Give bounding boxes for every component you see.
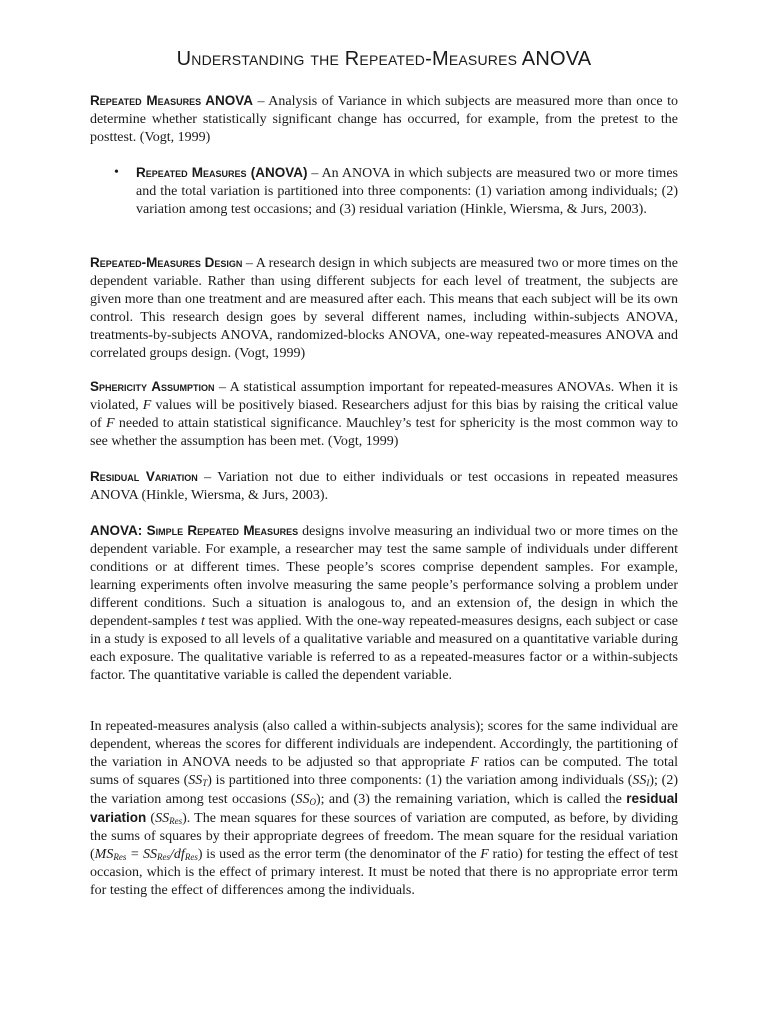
paragraph-text: In repeated-measures analysis (also called a within-subjects analysis); scores for the same individual are dependent, whereas the scores for different individuals are independent. Accordingly, the partitioning of the variation in ANOVA needs to be adjusted so that appropriate — [90, 719, 678, 770]
paragraph-text: values will be positively biased. Researchers adjust for this bias by raising the critical value of — [90, 398, 678, 431]
paragraph-residual-variation — [90, 468, 678, 505]
paragraph-within-subjects-analysis — [90, 718, 678, 900]
italic-f: F — [105, 416, 115, 431]
paragraph-simple-repeated-measures — [90, 522, 678, 685]
paragraph-text: ); and (3) the remaining variation, which is called the — [315, 792, 627, 807]
paragraph-text: needed to attain statistical significance. Mauchley’s test for sphericity is the most common way to see whether the assumption has been met. (Vogt, 1999) — [90, 416, 678, 449]
term-anova-prefix: ANOVA: — [90, 523, 147, 538]
symbol-ss-res: $SS_{Res}$ — [155, 811, 183, 826]
paragraph-sphericity-assumption — [90, 378, 678, 451]
paragraph-text: test was applied. With the one-way repeated-measures designs, each subject or case in a study is exposed to all levels of a qualitative variable and measured on a quantitative variable during each exposure. The qualitative variable is referred to as a repeated-measures factor or a within-subjects factor. The quantitative variable is called the dependent variable. — [90, 614, 678, 683]
symbol-ss-i: $SS_I$ — [632, 773, 650, 788]
bullet-item-repeated-measures — [114, 164, 678, 219]
term-repeated-measures-anova-bullet: Repeated Measures (ANOVA) — [136, 165, 308, 180]
paragraph-text: designs involve measuring an individual two or more times on the dependent variable. For example, a researcher may test the same sample of individuals under different conditions or at different times. These people’s scores comprise dependent samples. For example, learning experiments often involve measuring the same people’s performance solving a problem under different conditions. Such a situation is analogous to, and an extension of, the design in which the dependent-samples — [90, 524, 678, 629]
paragraph-text: – Variation not due to either individuals or test occasions in repeated measures ANOVA (Hinkle, Wiersma, & Jurs, 2003). — [90, 470, 678, 503]
paragraph-text: ratios can be computed. The total sums of squares ( — [90, 755, 678, 788]
paragraph-text: ) is partitioned into three components: (1) the variation among individuals ( — [207, 773, 633, 788]
bullet-body: – An ANOVA in which subjects are measured two or more times and the total variation is partitioned into three components: (1) variation among individuals; (2) variation among test occasions; and (3) residual variation (Hinkle, Wiersma, & Jurs, 2003). — [136, 166, 678, 217]
paragraph-text: ). The mean squares for these sources of variation are computed, as before, by dividing the sums of squares by their appropriate degrees of freedom. The mean square for the residual variation ( — [90, 811, 678, 862]
term-repeated-measures-anova: Repeated Measures ANOVA — [90, 93, 254, 108]
term-residual-variation: Residual Variation — [90, 469, 198, 484]
paragraph-text: ( — [146, 811, 156, 826]
symbol-ms-res-formula: $MS_{Res} = SS_{Res}/df_{Res}$ — [94, 847, 198, 862]
paragraph-text: ); (2) the variation among test occasions ( — [90, 773, 678, 807]
term-residual-variation-inline: residual variation — [90, 791, 679, 825]
paragraph-repeated-measures-anova — [90, 92, 678, 147]
symbol-ss-o: $SS_O$ — [295, 792, 316, 807]
italic-t: t — [200, 614, 205, 629]
term-sphericity-assumption: Sphericity Assumption — [90, 379, 215, 394]
italic-f: F — [480, 847, 489, 862]
paragraph-repeated-measures-design — [90, 254, 678, 363]
paragraph-text: – Analysis of Variance in which subjects are measured more than once to determine whether statistically significant change has occurred, for example, from the pretest to the posttest. (Vogt, 1999) — [90, 94, 678, 145]
term-simple-repeated-measures: Simple Repeated Measures — [146, 523, 299, 538]
italic-f: F — [470, 755, 479, 770]
paragraph-text: – A research design in which subjects are measured two or more times on the dependent variable. Rather than using different subjects for each level of treatment, the subjects are given more than one treatment and are measured after each. This means that each subject will be its own control. This research design goes by several different names, including within-subjects ANOVA, treatments-by-subjects ANOVA, randomized-blocks ANOVA, one-way repeated-measures ANOVA and correlated groups design. (Vogt, 1999) — [90, 256, 678, 361]
term-repeated-measures-design: Repeated-Measures Design — [90, 255, 243, 270]
italic-f: F — [142, 398, 152, 413]
paragraph-text: – A statistical assumption important for repeated-measures ANOVAs. When it is violated, — [90, 380, 678, 413]
paragraph-text: ) is used as the error term (the denominator of the — [197, 847, 481, 862]
paragraph-text: ratio) for testing the effect of test occasion, which is the effect of primary interest. It must be noted that there is no appropriate error term for testing the effect of differences among the individuals. — [90, 847, 678, 898]
bullet-text — [136, 164, 678, 219]
bullet-icon: • — [114, 165, 119, 180]
page-title: Understanding the Repeated-Measures ANOVA — [176, 48, 592, 70]
symbol-ss-t: $SS_T$ — [188, 773, 208, 788]
